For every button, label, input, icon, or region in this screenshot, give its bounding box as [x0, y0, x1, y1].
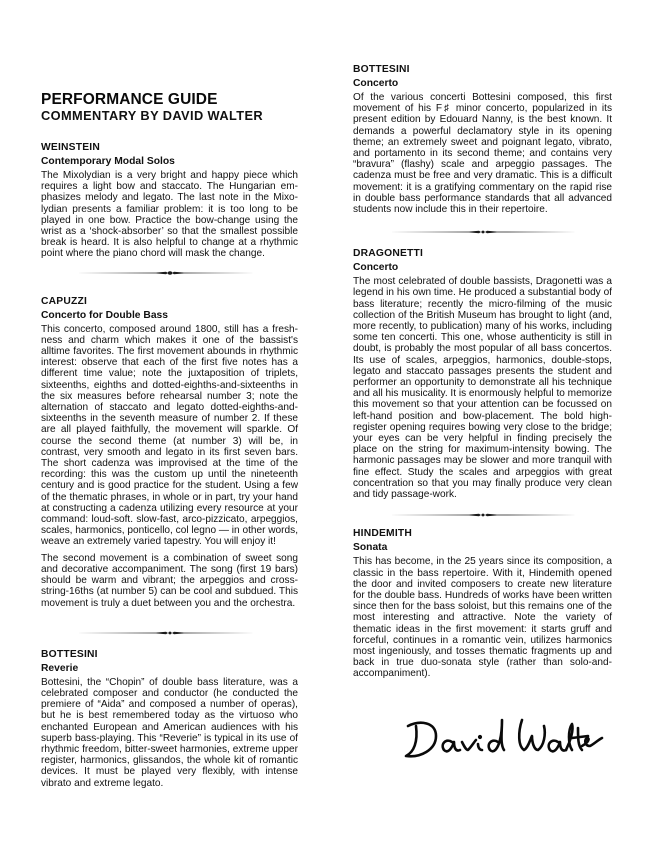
work-title: Contemporary Modal Solos [41, 156, 175, 167]
ornamental-divider [76, 630, 264, 636]
divider-ornament-icon [76, 630, 264, 636]
composer-heading: WEINSTEIN [41, 142, 101, 153]
commentary-paragraph: Bottesini, the “Chopin” of double bass literature, was a celebrated composer and conductor (he conducted the premiere of “Aida” and composed a number of operas), but he is best remembered today as the virtuoso who enchanted European and American audiences with his superb bass-playing. This “Reverie” is typical in its use of rhythmic freedom, bitter-sweet harmonies, extreme upper register, harmonics, glissandos, the whole kit of romantic devices. It must be played very flexibly, with intense vibrato and extreme legato. [41, 676, 298, 789]
composer-heading: DRAGONETTI [353, 248, 424, 260]
divider-ornament-icon [389, 512, 577, 518]
ornamental-divider [389, 229, 577, 235]
commentary-paragraph: This concerto, composed around 1800, still has a freshness and charm which makes it one of the bassist's alltime favorites. The first movement abounds in rhythmic interest: observe that each of the first five notes has a different time value; note the juxtaposition of triplets, sixteenths, eighths and dotted-eighths-and-sixteenths in the six measures before rehearsal number 3; note the alternation of staccato and legato dotted-eighths-and-sixteenths in the seventh measure of number 2. If these are all played faithfully, the movement will sparkle. Of course the second theme (at number 3) will be, in contrast, very smooth and legato in its first seven bars. The short cadenza was improvised at the time of the recording: this was the custom up until the nineteenth century and is good practice for the student. Using a few of the thematic phrases, in whole or in part, try your hand at constructing a cadenza utilizing every resource at your command: loud-soft. slow-fast, arco-pizzicato, arpeggios, scales, harmonics, ponticello, col legno — in other words, weave an extremely varied tapestry. You will enjoy it! [41, 323, 298, 548]
signature [402, 712, 607, 767]
page-subtitle: COMMENTARY BY DAVID WALTER [41, 108, 264, 123]
section-weinstein [41, 141, 298, 260]
commentary-paragraph: The second movement is a combination of sweet song and decorative accompaniment. The song (first 19 bars) should be warm and vibrant; the arpeggios and cross-string-16ths (at number 5) can be cool and subdued. This movement is truly a duet between you and the orchestra. [41, 552, 298, 609]
divider-ornament-icon [76, 270, 264, 276]
section-bottesini-reverie [41, 648, 298, 789]
composer-heading: HINDEMITH [353, 528, 413, 540]
section-hindemith [353, 527, 612, 679]
work-title: Sonata [353, 542, 388, 554]
page-title: PERFORMANCE GUIDE [41, 91, 218, 108]
section-dragonetti [353, 247, 612, 500]
commentary-paragraph: This has become, in the 25 years since its composition, a classic in the bass repertoire. With it, Hindemith opened the door and invited composers to create new literature for the double bass. Hundreds of works have been written since then for the bass soloist, but this remains one of the most interesting and attractive. Note the variety of thematic ideas in the first movement: it starts gruff and forceful, continues in a romantic vein, utilizes harmonics most ingeniously, and tosses thematic fragments up and back in true duo-sonata style (rather than solo-and-accompaniment). [353, 556, 612, 680]
section-bottesini-concerto [353, 63, 612, 215]
composer-heading: BOTTESINI [353, 64, 410, 75]
divider-ornament-icon [389, 229, 577, 235]
right-column [353, 63, 612, 680]
commentary-paragraph: The most celebrated of double bassists, Dragonetti was a legend in his own time. He produced a substantial body of bass literature; recently the micro-filming of the music collection of the British Museum has brought to light (and, more recently, to publication) many of his works, including some ten concerti. This one, whose authenticity is still in doubt, is probably the most popular of all bass concertos. Its use of scales, arpeggios, harmonics, double-stops, legato and staccato passages presents the student and performer an opportunity to demonstrate all his technique and all his musicality. It is enormously helpful to memorize this movement so that your attention can be focussed on left-hand position and bow-placement. The bold high-register opening requires bowing very close to the bridge; your eyes can be very helpful in finding precisely the place on the string for maximum-intensity bowing. The harmonic passages may be slower and more tranquil with fine effect. Study the scales and arpeggios with great concentration so that you may finally produce very clean and tidy passage-work. [353, 276, 612, 501]
section-capuzzi [41, 295, 298, 609]
work-title: Concerto for Double Bass [41, 309, 169, 321]
work-title: Concerto [353, 78, 399, 89]
commentary-paragraph: The Mixolydian is a very bright and happy piece which requires a light bow and staccato. The Hungarian emphasizes melody and legato. The last note in the Mixolydian presents a familiar problem: it is too long to be played in one bow. Practice the bow-change using the wrist as a ‘shock-absorber’ so that the smallest possible break is heard. It is also helpful to change at a rhythmic point where the piano chord will mask the change. [41, 170, 298, 260]
handwritten-signature-icon [402, 712, 607, 767]
work-title: Reverie [41, 662, 79, 674]
composer-heading: BOTTESINI [41, 648, 98, 660]
ornamental-divider [76, 270, 264, 276]
commentary-paragraph: Of the various concerti Bottesini composed, this first movement of his F♯ minor concerto, popularized in its present edition by Edouard Nanny, is the best known. It demands a powerful declamatory style in its opening theme; an extremely sweet and poignant legato, vibrato, and portamento in its second theme; and contains very “bravura” (flashy) scale and arpeggio passages. The cadenza must be free and very dramatic. This is a difficult movement: it is a gratifying commentary on the rapid rise in double bass performance standards that all advanced students now include this in their repertoire. [353, 92, 612, 216]
composer-heading: CAPUZZI [41, 295, 88, 307]
ornamental-divider [389, 512, 577, 518]
left-column [41, 92, 298, 789]
work-title: Concerto [353, 262, 399, 274]
